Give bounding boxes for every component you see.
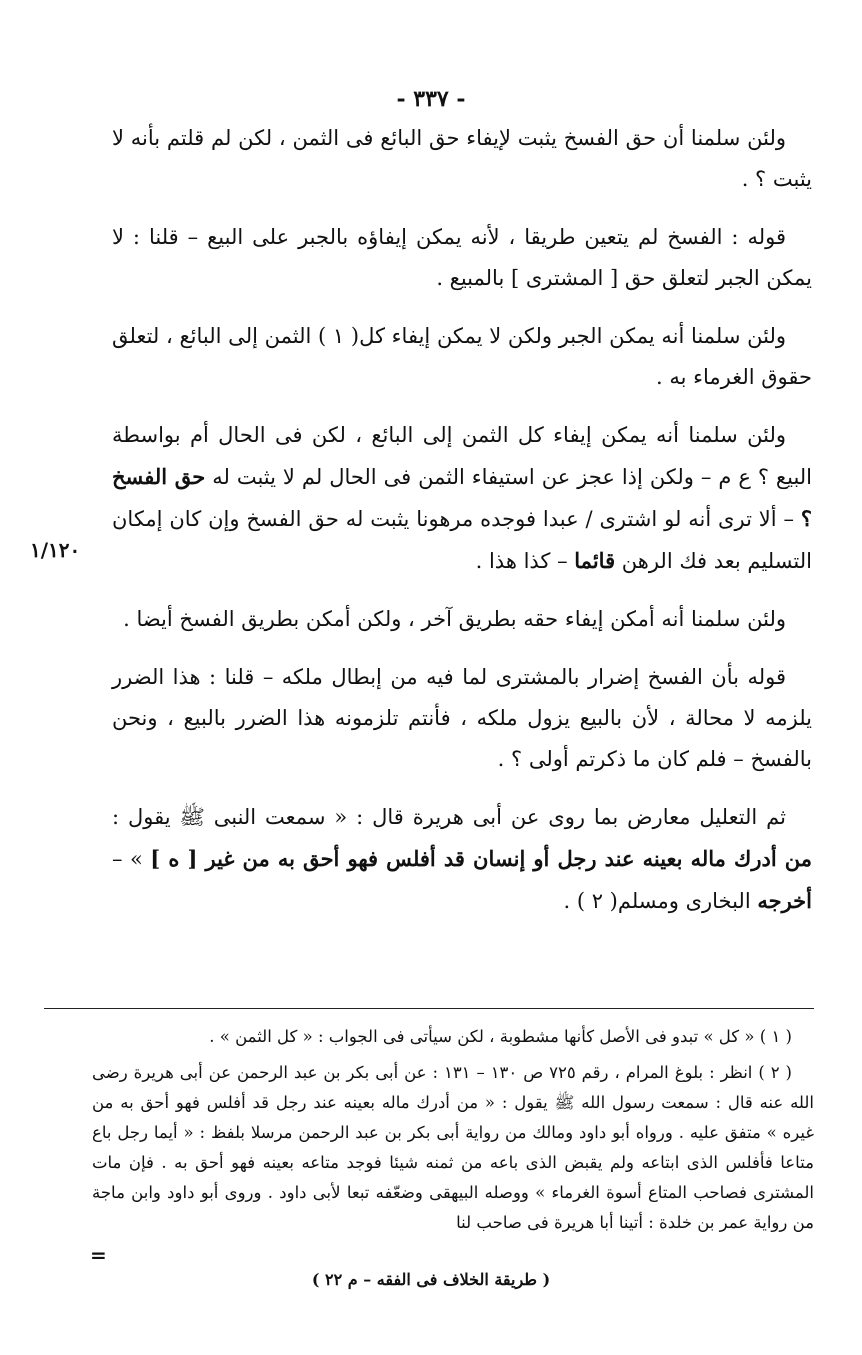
footnote-2: ( ٢ ) انظر : بلوغ المرام ، رقم ٧٢٥ ص ١٣٠ – ١٣١ : عن أبى بكر بن عبد الرحمن عن أبى هريرة رضى الله عنه قال : سمعت رسول الله ﷺ يقول : « من أدرك ماله بعينه عند رجل قد أفلس فهو أحق به من غيره » متفق عليه . ورواه أبو داود ومالك من رواية أبى بكر بن عبد الرحمن مرسلا بلفظ : « أيما رجل باع متاعا فأفلس الذى ابتاعه ولم يقبض الذى باعه من ثمنه شيئا فوجد متاعه بعينه فهو أحق به . فإن مات المشترى فصاحب المتاع أسوة الغرماء » ووصله البيهقى وضعّفه تبعا لأبى داود . وروى أبو داود وابن ماجة من رواية عمر بن خلدة : أتينا أبا هريرة فى صاحب لنا [92,1063,814,1232]
paragraph-2 [112,217,812,299]
paragraph-text: » – [112,847,151,871]
hadith-quote: من أدرك ماله بعينه عند رجل أو إنسان قد أفلس فهو أحق به من غير [ ه ] [150,846,812,871]
paragraph-7 [112,797,812,922]
bold-phrase: قائما [574,548,616,573]
paragraph-text: قوله بأن الفسخ إضرار بالمشترى لما فيه من إبطال ملكه – قلنا : هذا الضرر يلزمه لا محالة ، لأن بالبيع يزول ملكه ، فأنتم تلزمونه هذا الضرر بالبيع ، ونحن بالفسخ – فلم كان ما ذكرتم أولى ؟ . [112,665,812,771]
margin-folio-reference: ١/١٢٠ [30,538,81,562]
paragraph-text: ولئن سلمنا أن حق الفسخ يثبت لإيفاء حق البائع فى الثمن ، لكن لم قلتم بأنه لا يثبت ؟ . [112,126,812,191]
continuation-mark: = [90,1243,107,1267]
paragraph-5 [112,599,812,640]
running-footer: ( طريقة الخلاف فى الفقه – م ٢٢ ) [311,1270,551,1289]
paragraph-text: ولئن سلمنا أنه يمكن إيفاء كل الثمن إلى البائع ، لكن فى الحال أم بواسطة البيع ؟ ع م – ولكن إذا عجز عن استيفاء الثمن فى الحال لم لا يثبت له [112,423,813,489]
paragraph-text: ولئن سلمنا أنه يمكن الجبر ولكن لا يمكن إيفاء كل( ١ ) الثمن إلى البائع ، لتعلق حقوق الغرماء به . [112,324,812,389]
main-text [112,118,812,939]
footnote-1: ( ١ ) « كل » تبدو فى الأصل كأنها مشطوبة ، لكن سيأتى فى الجواب : « كل الثمن » . [209,1027,792,1046]
paragraph-3 [112,316,812,398]
paragraph-text: ولئن سلمنا أنه أمكن إيفاء حقه بطريق آخر ، ولكن أمكن بطريق الفسخ أيضا . [123,607,786,631]
paragraph-1 [112,118,812,200]
paragraph-4 [112,415,812,582]
bold-phrase: حق الفسخ ؟ [112,464,812,531]
footnote-divider [44,1008,814,1009]
paragraph-text: – ألا ترى أنه لو اشترى / عبدا فوجده مرهونا يثبت له حق الفسخ وإن كان إمكان التسليم بعد فك الرهن [112,507,812,573]
bold-phrase: أخرجه [757,888,812,913]
footnotes [92,1022,814,1244]
paragraph-text: البخارى ومسلم( ٢ ) . [563,889,758,913]
paragraph-6 [112,657,812,780]
paragraph-text: – كذا هذا . [475,549,575,573]
page-number: - ٣٣٧ - [396,86,466,112]
paragraph-text: قوله : الفسخ لم يتعين طريقا ، لأنه يمكن إيفاؤه بالجبر على البيع – قلنا : لا يمكن الجبر لتعلق حق [ المشترى ] بالمبيع . [112,225,812,290]
paragraph-text: ثم التعليل معارض بما روى عن أبى هريرة قال : « سمعت النبى ﷺ يقول : [112,805,786,829]
